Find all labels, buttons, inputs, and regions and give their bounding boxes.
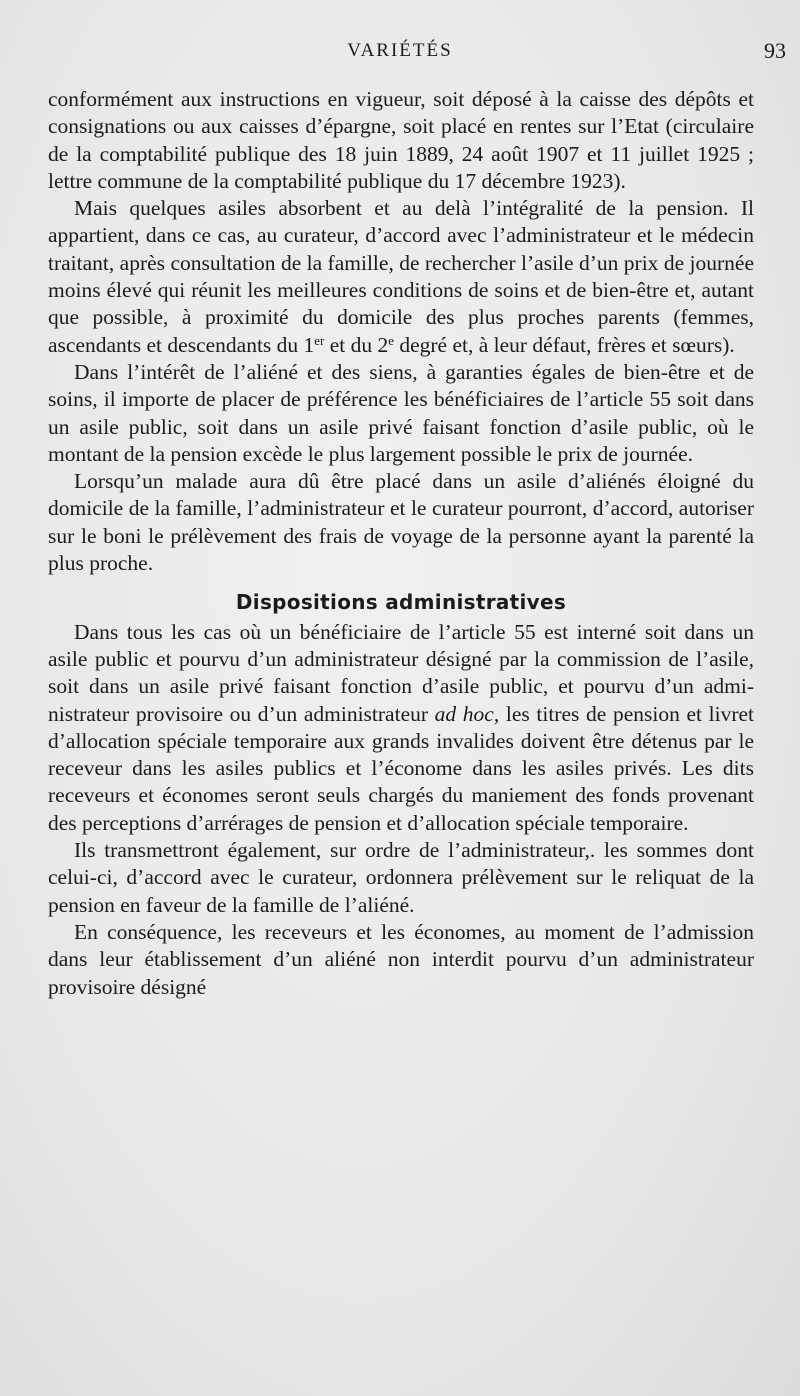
section-heading: Dispositions administratives	[235, 590, 567, 615]
paragraph-text: Mais quelques asiles absorbent et au delà l’intégralité de la pension. Il appartient, dans ce cas, au curateur, d’accord avec l’administrateur et le médecin traitant, après consultation de la famille, de rechercher l’asile d’un prix de journée moins élevé qui réunit les meilleures conditions de soins et de bien-être et, autant que possible, à proximité du domicile des plus proches parents (femmes, ascendants et	[48, 196, 754, 357]
page-number: 93	[764, 38, 786, 63]
paragraph-frais-voyage: Lorsqu’un malade aura dû être placé dans un asile d’aliénés éloigné du domicile de la famille, l’administrateur et le curateur pourront, d’accord, autoriser sur le boni le prélèvement des frais de voyage de la personne ayant la parenté la plus proche.	[48, 469, 754, 576]
paragraph-consequence: En conséquence, les receveurs et les économes, au moment de l’admission dans leur établissement d’un aliéné non interdit pourvu d’un administrateur provisoire désigné	[48, 919, 754, 999]
paragraph-text: les titres de pension et livret d’allocation spéciale temporaire aux grands invalides doivent être détenus par le receveur dans les asiles publics et l’économe dans les asiles privés. Les dits receveurs et économes seront seuls chargés du maniement des fonds provenant des perceptions d’arrérages de pension et d’allocation spéciale temporaire.	[48, 701, 754, 835]
paragraph-text-tail: descendants du 1	[167, 332, 315, 357]
paragraph-text-tail: degré et, à leur défaut, frères et sœurs).	[393, 332, 735, 357]
superscript-e: e	[388, 333, 394, 348]
body-text	[48, 86, 754, 1001]
paragraph-continued: conformément aux instructions en vigueur, soit déposé à la caisse des dépôts et consignations ou aux caisses d’épargne, soit placé en rentes sur l’Etat (circulaire de la comptabilité publique des 18 juin 1889, 24 août 1907 et 11 juillet 1925 ; lettre commune de la comptabilité publique du 17 décembre 1923).	[48, 87, 754, 193]
paragraph-text-tail: et du 2	[324, 332, 389, 357]
paragraph-dispositions	[48, 619, 754, 837]
paragraph-asile-prix	[48, 195, 754, 359]
paragraph-text: Dans tous les cas où un bénéficiaire de l’article 55 est interné soit dans un asile public et pourvu d’un administrateur désigné par la commission de l’asile, soit dans un asile privé faisant fonction d’asile public, et pourvu d’un administrateur provisoire ou d’un administrateur	[48, 619, 754, 726]
running-title: VARIÉTÉS	[347, 40, 453, 61]
italic-ad-hoc: ad hoc,	[434, 701, 500, 726]
paragraph-transmission: Ils transmettront également, sur ordre de l’administrateur,. les sommes dont celui-ci, d’accord avec le curateur, ordonnera prélèvement sur le reliquat de la pension en faveur de la famille de l’aliéné.	[48, 838, 754, 917]
superscript-er: er	[314, 333, 325, 348]
paragraph-interet: Dans l’intérêt de l’aliéné et des siens, à garanties égales de bien-être et de soins, il importe de placer de préférence les bénéficiaires de l’article 55 soit dans un asile public, soit dans un asile privé faisant fonction d’asile public, où le montant de la pension excède le plus largement possible le prix de journée.	[48, 359, 754, 466]
running-head	[0, 40, 800, 74]
